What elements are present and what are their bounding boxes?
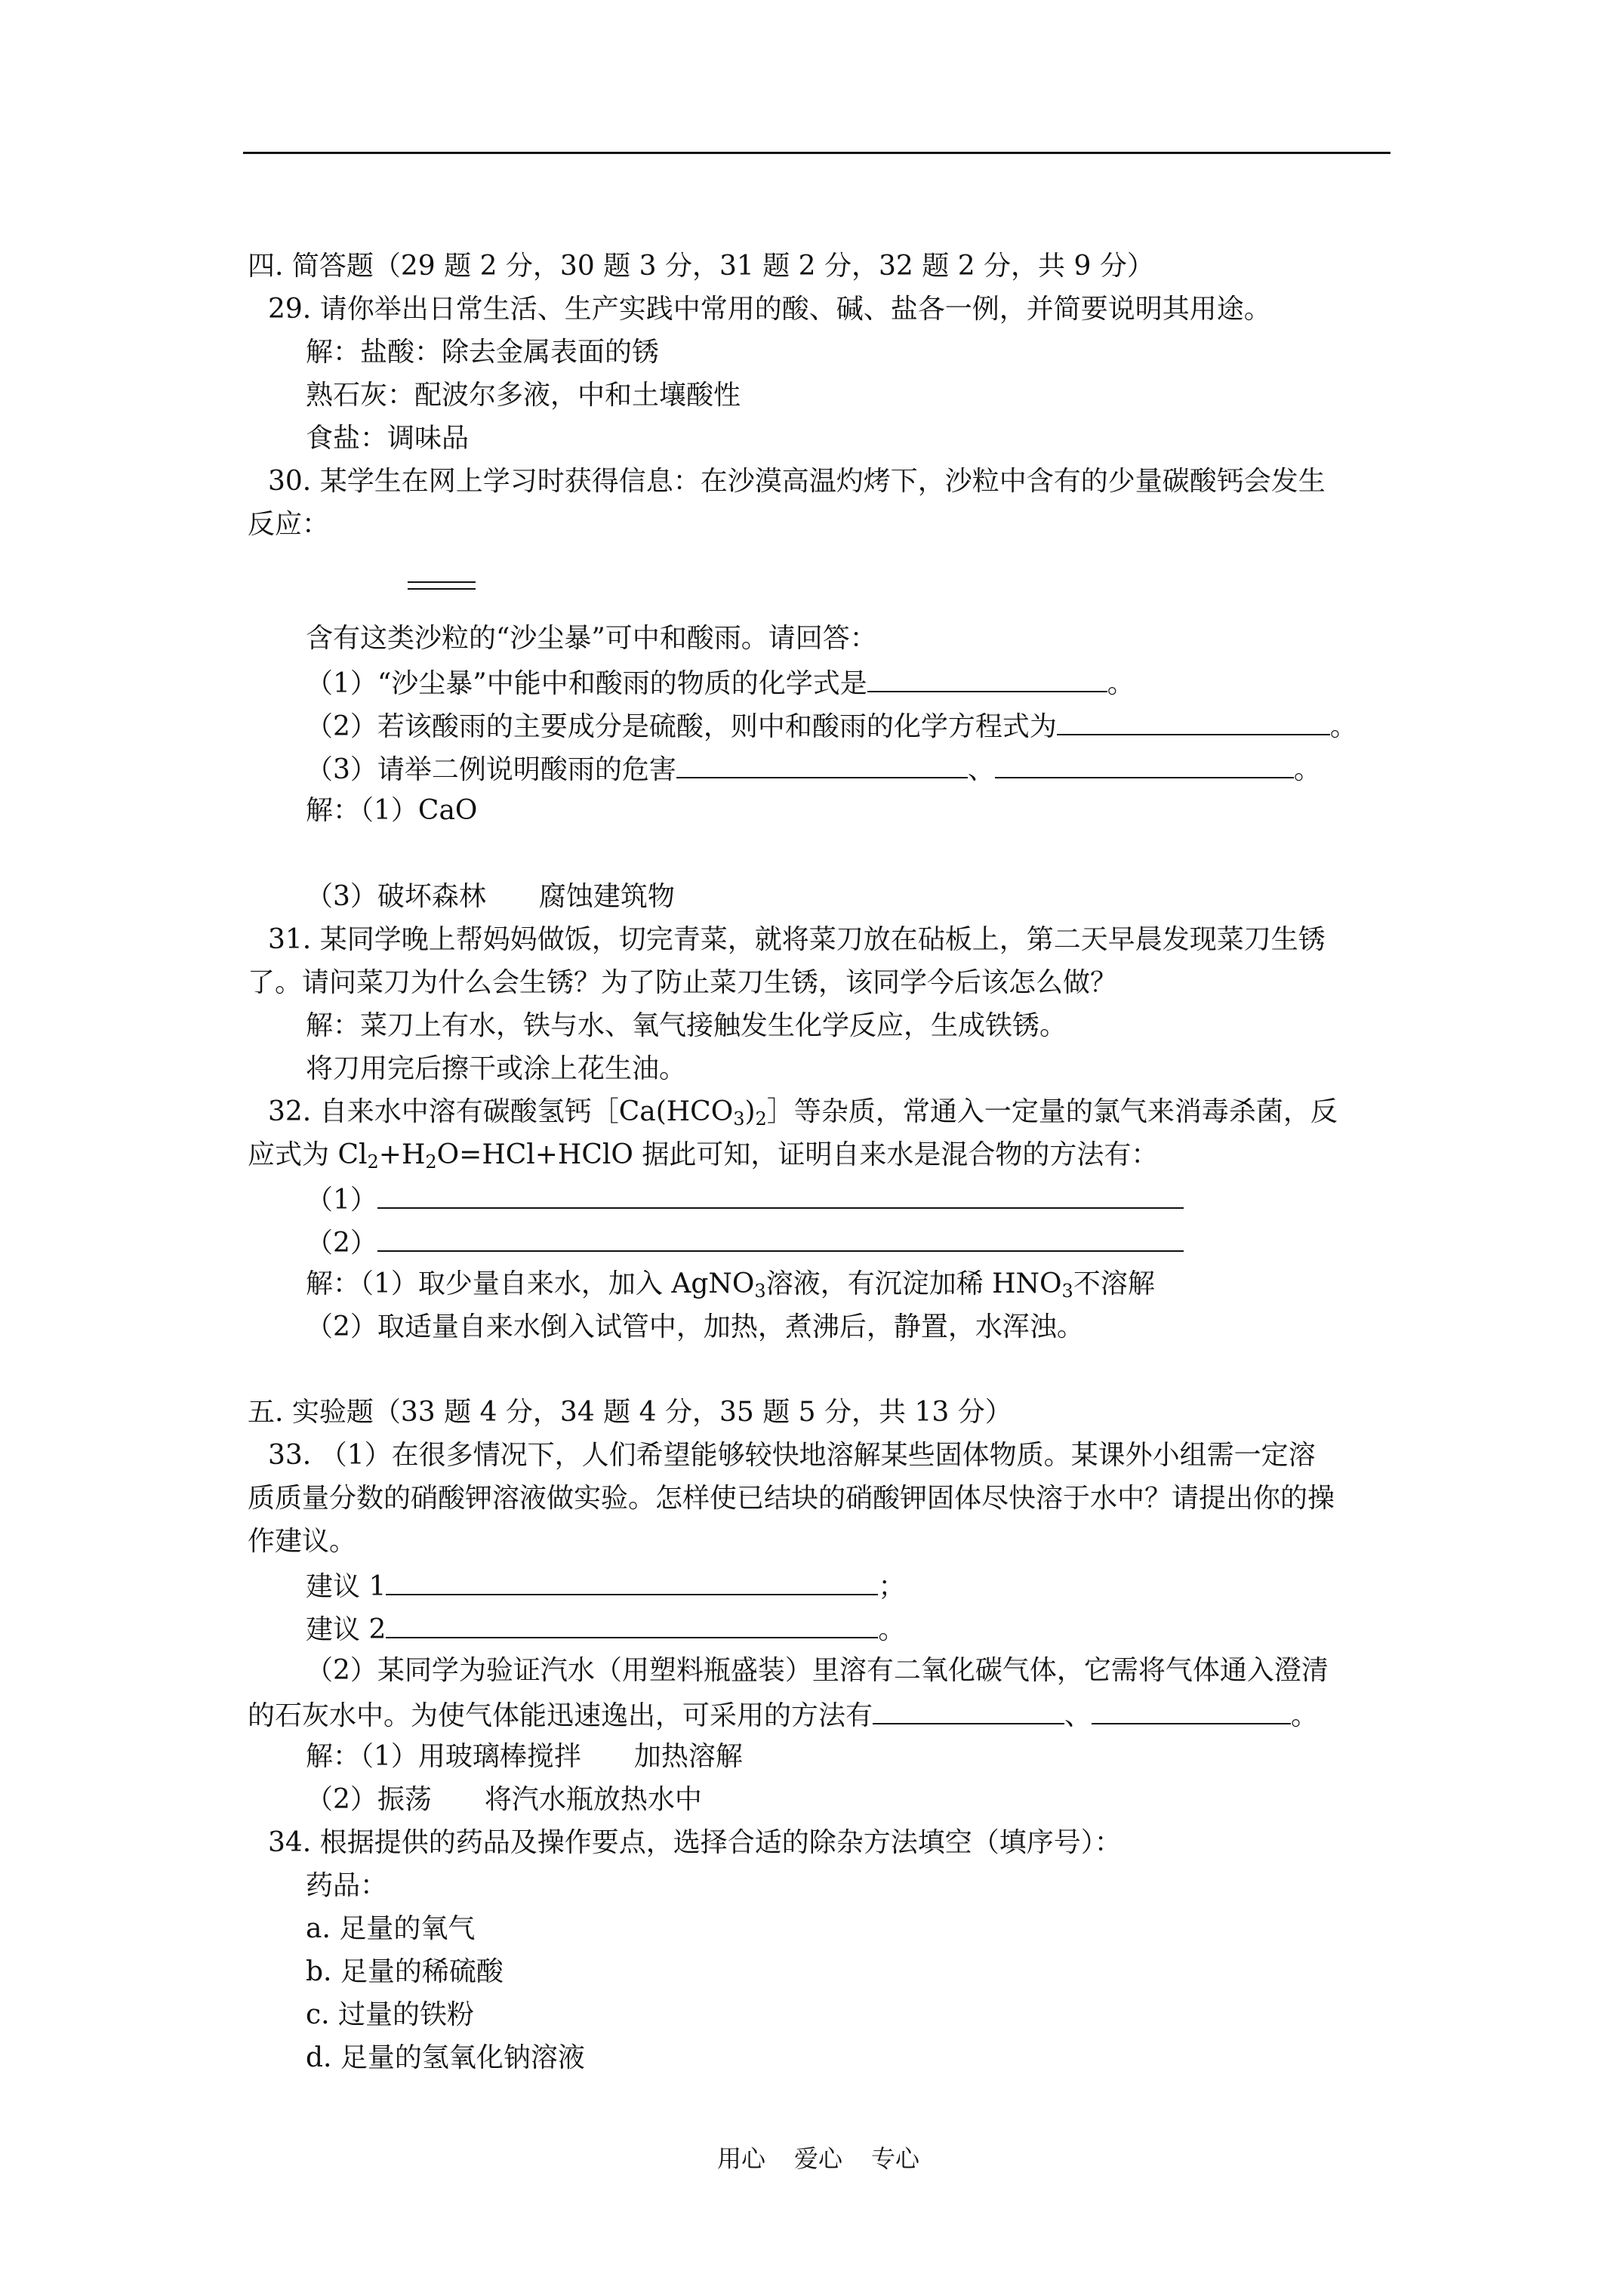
q30-part1-text: （1）“沙尘暴”中能中和酸雨的物质的化学式是 [306,668,867,699]
q32-line1 [268,1096,1338,1130]
q33-part2-blank-b[interactable] [1092,1700,1291,1724]
q33-suggestion2-end: 。 [878,1614,906,1645]
q30-part3 [306,754,1321,784]
q29-answer-salt: 食盐：调味品 [306,423,470,454]
q30-answer1: 解：（1）CaO [306,795,478,826]
q30-line1: 30. 某学生在网上学习时获得信息：在沙漠高温灼烤下，沙粒中含有的少量碳酸钙会发生 [268,466,1326,497]
q33-suggestion1-end: ； [878,1571,906,1602]
q33-part2-line2 [248,1700,1318,1730]
q33-answer2-a: （2）振荡 [306,1784,432,1815]
q32-line2-c: O=HCl+HClO 据此可知，证明自来水是混合物的方法有： [436,1139,1159,1170]
q29-question: 29. 请你举出日常生活、生产实践中常用的酸、碱、盐各一例，并简要说明其用途。 [268,294,1271,325]
q33-line1: 33. （1）在很多情况下，人们希望能够较快地溶解某些固体物质。某课外小组需一定溶 [268,1440,1316,1471]
q32-sub2: 2 [755,1108,767,1130]
q30-part3-blank-a[interactable] [676,754,968,778]
q31-answer1: 解：菜刀上有水，铁与水、氧气接触发生化学反应，生成铁锈。 [306,1010,1067,1041]
q32-part1-label: （1） [306,1185,377,1216]
q32-part2-label: （2） [306,1228,377,1259]
q33-part2-sep: 、 [1064,1700,1092,1731]
reaction-equals-sign [408,581,476,590]
q29-answer-base: 熟石灰：配波尔多液，中和土壤酸性 [306,380,741,411]
q32-part1-blank[interactable] [377,1185,1184,1209]
q30-answer3-a: （3）破坏森林 [306,881,486,912]
q32-line1-b: ) [744,1096,756,1127]
q33-suggestion2-blank[interactable] [386,1614,878,1638]
q32-ans-sub3a: 3 [754,1281,766,1302]
q30-intro: 含有这类沙粒的“沙尘暴”可中和酸雨。请回答： [306,623,877,654]
q29-answer-acid: 解：盐酸：除去金属表面的锈 [306,337,660,368]
q34-option-c: c. 过量的铁粉 [306,1999,475,2030]
q33-answer2 [306,1786,702,1814]
q33-answer1-a: 解：（1）用玻璃棒搅拌 [306,1741,581,1772]
q30-part2 [306,711,1357,741]
q32-line1-a: 32. 自来水中溶有碳酸氢钙［Ca(HCO [268,1096,734,1127]
q33-part2-text: 的石灰水中。为使气体能迅速逸出，可采用的方法有 [248,1700,873,1731]
q30-part1 [306,668,1135,698]
q30-part3-sep: 、 [967,754,995,785]
q32-line2-b: +H [378,1139,426,1170]
footer-word-2: 爱心 [794,2144,843,2173]
q30-answer3 [306,883,675,911]
q30-part2-end: 。 [1329,711,1357,742]
q30-answer3-b: 腐蚀建筑物 [538,881,675,912]
q32-answer2: （2）取适量自来水倒入试管中，加热，煮沸后，静置，水浑浊。 [306,1311,1084,1342]
q34-option-b: b. 足量的稀硫酸 [306,1956,504,1987]
q33-part2-blank-a[interactable] [873,1700,1064,1724]
q32-part2-blank[interactable] [377,1228,1184,1252]
q33-answer1 [306,1743,743,1771]
q33-answer1-b: 加热溶解 [633,1741,743,1772]
q30-part3-text: （3）请举二例说明酸雨的危害 [306,754,676,785]
q33-suggestion2 [306,1614,905,1644]
q32-answer1-a: 解：（1）取少量自来水，加入 AgNO [306,1268,755,1299]
q33-answer2-b: 将汽水瓶放热水中 [484,1784,702,1815]
q34-line1: 34. 根据提供的药品及操作要点，选择合适的除杂方法填空（填序号）： [268,1827,1122,1858]
q34-option-d: d. 足量的氢氧化钠溶液 [306,2042,585,2073]
q33-line2: 质质量分数的硝酸钾溶液做实验。怎样使已结块的硝酸钾固体尽快溶于水中？请提出你的操 [248,1483,1335,1514]
q32-part1 [306,1185,1184,1214]
q32-line2-a: 应式为 Cl [248,1139,368,1170]
q34-reagents-label: 药品： [306,1870,388,1901]
header-rule [243,152,1390,154]
q31-line2: 了。请问菜刀为什么会生锈？为了防止菜刀生锈，该同学今后该怎么做？ [248,967,1118,998]
q31-line1: 31. 某同学晚上帮妈妈做饭，切完青菜，就将菜刀放在砧板上，第二天早晨发现菜刀生锈 [268,924,1326,955]
q31-answer2: 将刀用完后擦干或涂上花生油。 [306,1053,687,1084]
q30-part2-text: （2）若该酸雨的主要成分是硫酸，则中和酸雨的化学方程式为 [306,711,1057,742]
q32-line1-c: ］等杂质，常通入一定量的氯气来消毒杀菌，反 [766,1096,1338,1127]
q33-suggestion1 [306,1571,905,1601]
footer-word-1: 用心 [717,2144,766,2173]
q32-answer1 [306,1268,1155,1302]
q30-part1-blank[interactable] [867,668,1107,692]
q32-sub3: 3 [733,1108,745,1130]
q33-suggestion2-label: 建议 2 [306,1614,387,1645]
q33-suggestion1-label: 建议 1 [306,1571,387,1602]
section5-heading: 五. 实验题（33 题 4 分，34 题 4 分，35 题 5 分，共 13 分） [248,1397,1012,1428]
q30-part3-end: 。 [1293,754,1321,785]
section4-heading: 四. 简答题（29 题 2 分，30 题 3 分，31 题 2 分，32 题 2 分，共 9 分） [248,251,1154,282]
q32-part2 [306,1228,1184,1257]
q32-sub2-h: 2 [425,1151,437,1173]
q32-sub2-cl: 2 [367,1151,379,1173]
q30-line2: 反应： [248,509,330,540]
q34-option-a: a. 足量的氧气 [306,1913,476,1944]
q30-part2-blank[interactable] [1057,711,1330,735]
page-footer [717,2144,920,2173]
q32-line2 [248,1139,1159,1173]
q33-part2-end: 。 [1291,1700,1319,1731]
q30-part1-end: 。 [1107,668,1135,699]
q33-suggestion1-blank[interactable] [386,1571,878,1595]
q32-ans-sub3b: 3 [1061,1281,1073,1302]
q32-answer1-b: 溶液，有沉淀加稀 HNO [765,1268,1062,1299]
q33-line3: 作建议。 [248,1526,357,1557]
q32-answer1-c: 不溶解 [1073,1268,1155,1299]
q30-part3-blank-b[interactable] [995,754,1294,778]
footer-word-3: 专心 [871,2144,920,2173]
q33-part2-line1: （2）某同学为验证汽水（用塑料瓶盛装）里溶有二氧化碳气体，它需将气体通入澄清 [306,1655,1329,1686]
